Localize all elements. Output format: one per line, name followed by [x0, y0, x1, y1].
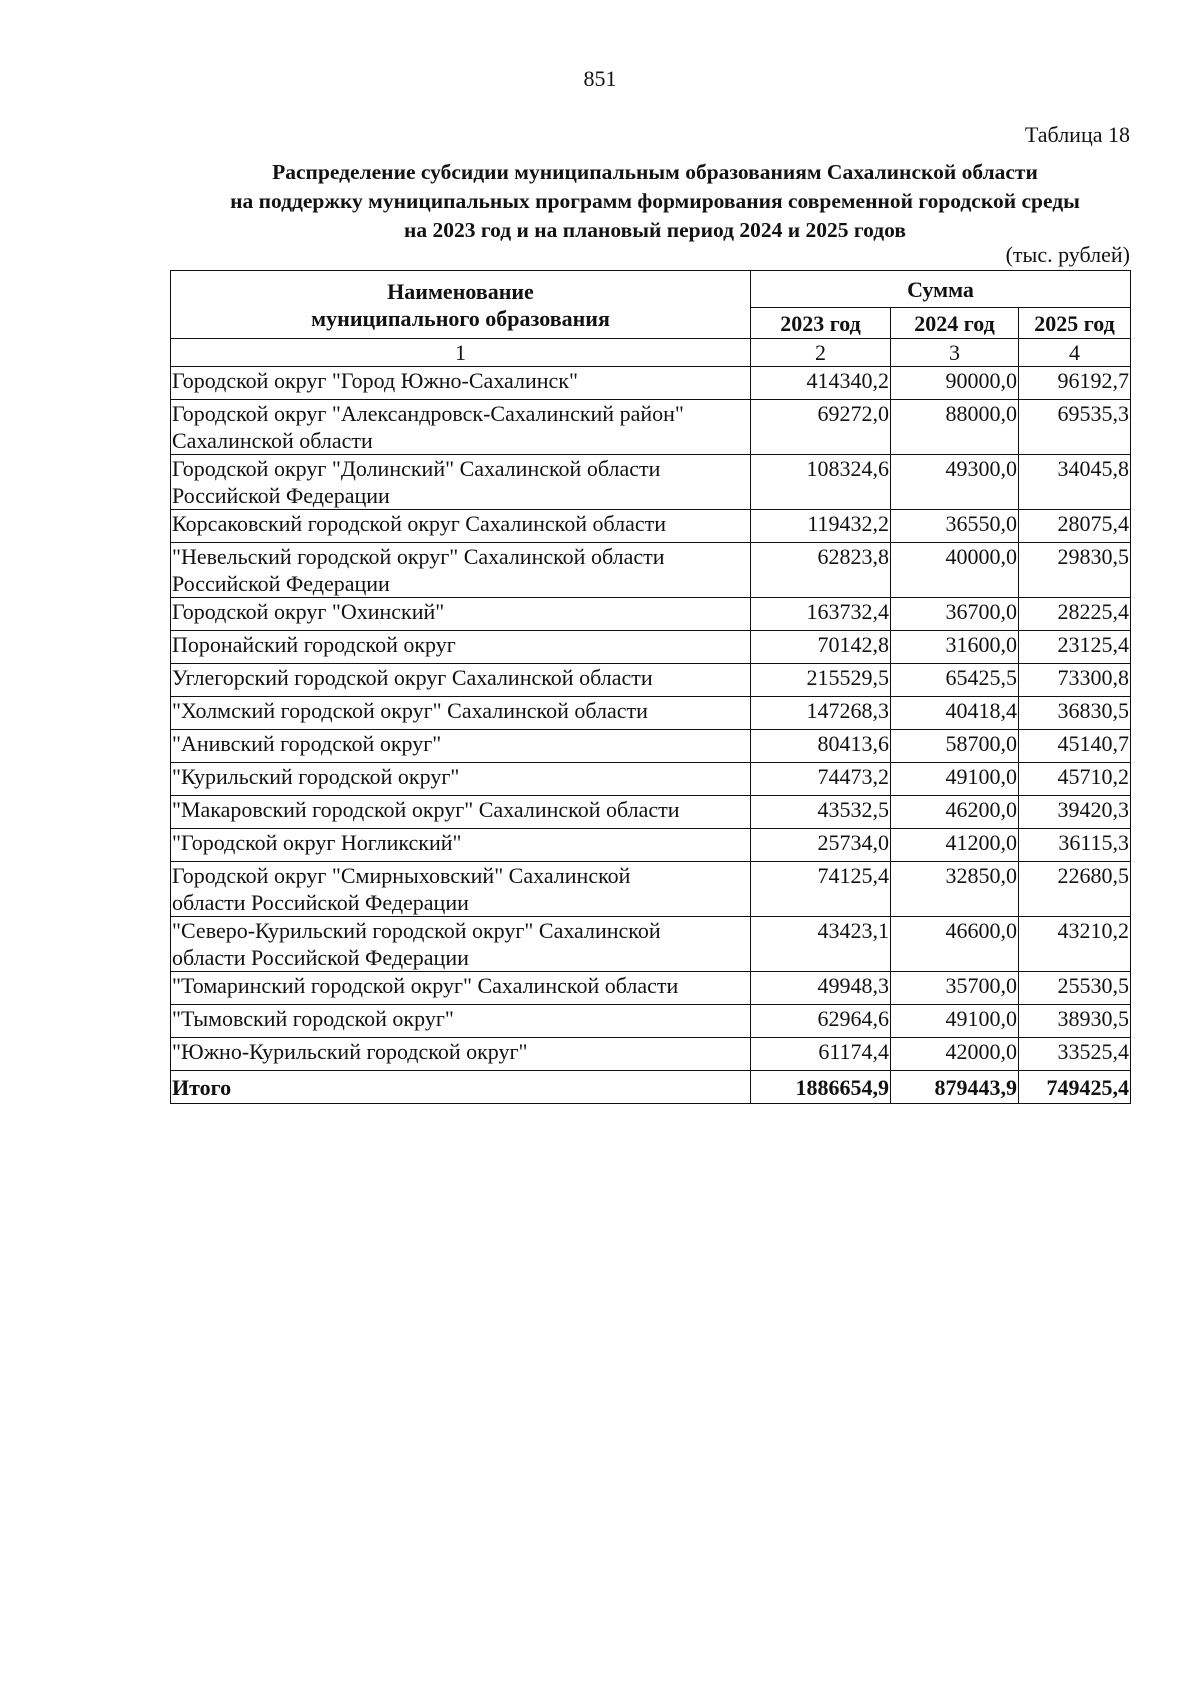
municipality-name-line: Городской округ "Долинский" Сахалинской области	[172, 456, 661, 481]
amount-2023: 43423,1	[751, 917, 891, 972]
amount-2024: 40418,4	[891, 697, 1019, 730]
municipality-name-line: Городской округ "Александровск-Сахалинский район"	[172, 401, 684, 426]
municipality-name-line: Корсаковский городской округ Сахалинской области	[172, 511, 667, 536]
municipality-name	[171, 763, 751, 796]
amount-2023: 49948,3	[751, 972, 891, 1005]
amount-2023: 108324,6	[751, 455, 891, 510]
municipality-name	[171, 598, 751, 631]
municipality-name	[171, 400, 751, 455]
table-row	[171, 972, 1131, 1005]
municipality-name	[171, 697, 751, 730]
amount-2024: 49300,0	[891, 455, 1019, 510]
table-row	[171, 1038, 1131, 1071]
amount-2025: 23125,4	[1019, 631, 1131, 664]
municipality-name-line: Российской Федерации	[172, 571, 390, 596]
table-row	[171, 796, 1131, 829]
municipality-name-line: "Анивский городской округ"	[172, 731, 442, 756]
municipality-name-line: Городской округ "Охинский"	[172, 599, 445, 624]
municipality-name	[171, 730, 751, 763]
header-year-2025: 2025 год	[1019, 308, 1131, 339]
table-row	[171, 763, 1131, 796]
amount-2025: 43210,2	[1019, 917, 1131, 972]
subsidy-table	[170, 270, 1131, 1104]
total-row	[171, 1071, 1131, 1104]
amount-2025: 34045,8	[1019, 455, 1131, 510]
municipality-name-line: "Северо-Курильский городской округ" Сахалинской	[172, 918, 661, 943]
amount-2023: 74125,4	[751, 862, 891, 917]
municipality-name	[171, 972, 751, 1005]
header-year-2023: 2023 год	[751, 308, 891, 339]
amount-2023: 25734,0	[751, 829, 891, 862]
amount-2025: 69535,3	[1019, 400, 1131, 455]
header-name-line: муниципального образования	[311, 305, 610, 331]
title-line: на 2023 год и на плановый период 2024 и 2025 годов	[404, 218, 906, 242]
amount-2024: 32850,0	[891, 862, 1019, 917]
amount-2024: 46200,0	[891, 796, 1019, 829]
amount-2023: 61174,4	[751, 1038, 891, 1071]
column-number-row	[171, 339, 1131, 367]
amount-2024: 42000,0	[891, 1038, 1019, 1071]
amount-2024: 90000,0	[891, 367, 1019, 400]
municipality-name	[171, 543, 751, 598]
units-label: (тыс. рублей)	[1005, 242, 1130, 267]
municipality-name-line: "Курильский городской округ"	[172, 764, 460, 789]
table-row	[171, 400, 1131, 455]
municipality-name-line: "Городской округ Ногликский"	[172, 830, 462, 855]
total-label: Итого	[171, 1071, 751, 1104]
amount-2024: 41200,0	[891, 829, 1019, 862]
table-row	[171, 631, 1131, 664]
municipality-name-line: Городской округ "Город Южно-Сахалинск"	[172, 368, 578, 393]
title-line: на поддержку муниципальных программ формирования современной городской среды	[230, 189, 1080, 213]
municipality-name-line: области Российской Федерации	[172, 890, 469, 915]
municipality-name-line: Поронайский городской округ	[172, 632, 456, 657]
municipality-name-line: "Тымовский городской округ"	[172, 1006, 454, 1031]
municipality-name-line: "Томаринский городской округ" Сахалинской области	[172, 973, 679, 998]
amount-2024: 49100,0	[891, 1005, 1019, 1038]
total-amount-2024: 879443,9	[891, 1071, 1019, 1104]
amount-2025: 73300,8	[1019, 664, 1131, 697]
table-row	[171, 730, 1131, 763]
title-line: Распределение субсидии муниципальным образованиям Сахалинской области	[272, 160, 1038, 184]
amount-2025: 22680,5	[1019, 862, 1131, 917]
municipality-name-line: Углегорский городской округ Сахалинской области	[172, 665, 653, 690]
amount-2023: 43532,5	[751, 796, 891, 829]
amount-2025: 45140,7	[1019, 730, 1131, 763]
amount-2025: 36115,3	[1019, 829, 1131, 862]
table-row	[171, 367, 1131, 400]
table-label: Таблица 18	[1024, 122, 1130, 147]
amount-2025: 33525,4	[1019, 1038, 1131, 1071]
table-row	[171, 543, 1131, 598]
amount-2024: 40000,0	[891, 543, 1019, 598]
table-row	[171, 664, 1131, 697]
amount-2024: 46600,0	[891, 917, 1019, 972]
amount-2024: 58700,0	[891, 730, 1019, 763]
table-row	[171, 1005, 1131, 1038]
amount-2024: 36700,0	[891, 598, 1019, 631]
amount-2024: 65425,5	[891, 664, 1019, 697]
table-row	[171, 862, 1131, 917]
table-row	[171, 598, 1131, 631]
amount-2023: 62823,8	[751, 543, 891, 598]
amount-2025: 25530,5	[1019, 972, 1131, 1005]
municipality-name-line: "Невельский городской округ" Сахалинской области	[172, 544, 665, 569]
column-number: 1	[171, 339, 751, 367]
amount-2025: 28225,4	[1019, 598, 1131, 631]
municipality-name-line: Российской Федерации	[172, 483, 390, 508]
amount-2023: 62964,6	[751, 1005, 891, 1038]
amount-2023: 215529,5	[751, 664, 891, 697]
amount-2023: 80413,6	[751, 730, 891, 763]
document-title	[160, 158, 1150, 245]
municipality-name-line: "Южно-Курильский городской округ"	[172, 1039, 528, 1064]
table-row	[171, 697, 1131, 730]
header-year-2024: 2024 год	[891, 308, 1019, 339]
municipality-name	[171, 1038, 751, 1071]
municipality-name	[171, 455, 751, 510]
amount-2023: 69272,0	[751, 400, 891, 455]
amount-2025: 36830,5	[1019, 697, 1131, 730]
municipality-name	[171, 862, 751, 917]
amount-2023: 119432,2	[751, 510, 891, 543]
municipality-name	[171, 829, 751, 862]
table-row	[171, 455, 1131, 510]
amount-2023: 74473,2	[751, 763, 891, 796]
page-number: 851	[583, 66, 617, 91]
municipality-name-line: "Макаровский городской округ" Сахалинской области	[172, 797, 680, 822]
table-row	[171, 510, 1131, 543]
municipality-name	[171, 510, 751, 543]
total-amount-2023: 1886654,9	[751, 1071, 891, 1104]
column-number: 3	[891, 339, 1019, 367]
amount-2025: 39420,3	[1019, 796, 1131, 829]
amount-2023: 163732,4	[751, 598, 891, 631]
amount-2024: 88000,0	[891, 400, 1019, 455]
amount-2025: 28075,4	[1019, 510, 1131, 543]
amount-2024: 49100,0	[891, 763, 1019, 796]
municipality-name-line: "Холмский городской округ" Сахалинской области	[172, 698, 648, 723]
municipality-name	[171, 367, 751, 400]
municipality-name	[171, 796, 751, 829]
table-row	[171, 917, 1131, 972]
municipality-name	[171, 917, 751, 972]
column-number: 4	[1019, 339, 1131, 367]
municipality-name-line: Сахалинской области	[172, 428, 373, 453]
amount-2023: 70142,8	[751, 631, 891, 664]
header-municipality-name	[171, 271, 751, 339]
amount-2025: 96192,7	[1019, 367, 1131, 400]
header-name-line: Наименование	[387, 278, 534, 304]
table-row	[171, 829, 1131, 862]
total-amount-2025: 749425,4	[1019, 1071, 1131, 1104]
municipality-name	[171, 664, 751, 697]
municipality-name	[171, 1005, 751, 1038]
amount-2023: 147268,3	[751, 697, 891, 730]
column-number: 2	[751, 339, 891, 367]
municipality-name-line: области Российской Федерации	[172, 945, 469, 970]
header-sum: Сумма	[751, 271, 1131, 308]
amount-2025: 29830,5	[1019, 543, 1131, 598]
amount-2024: 36550,0	[891, 510, 1019, 543]
amount-2023: 414340,2	[751, 367, 891, 400]
amount-2025: 45710,2	[1019, 763, 1131, 796]
amount-2024: 31600,0	[891, 631, 1019, 664]
amount-2025: 38930,5	[1019, 1005, 1131, 1038]
municipality-name	[171, 631, 751, 664]
amount-2024: 35700,0	[891, 972, 1019, 1005]
municipality-name-line: Городской округ "Смирныховский" Сахалинской	[172, 863, 631, 888]
